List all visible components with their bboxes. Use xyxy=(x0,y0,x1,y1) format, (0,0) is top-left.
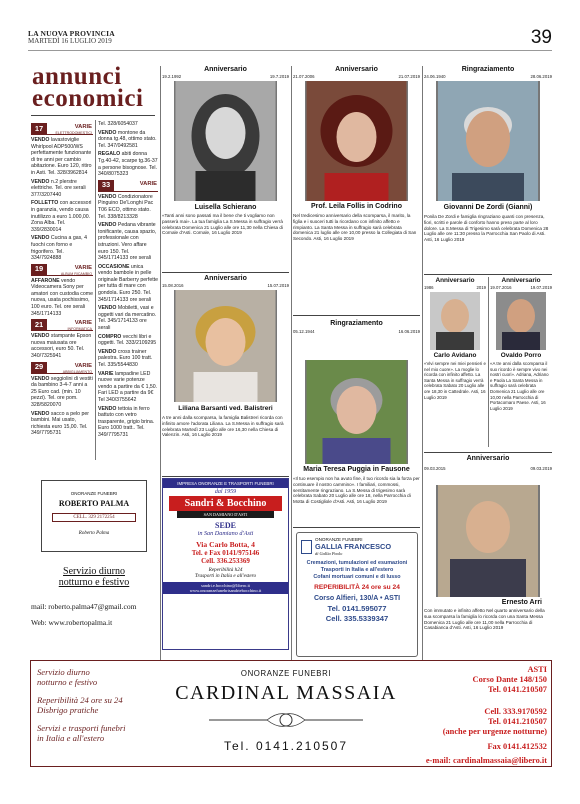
obituary-card xyxy=(293,320,420,525)
classified-ad xyxy=(31,333,93,359)
obituary-card xyxy=(162,275,289,475)
date-birth: 15.08.2016 xyxy=(162,283,184,288)
date-death: 2019 xyxy=(476,285,486,290)
cross-icon xyxy=(301,540,312,554)
gallia-phone: Tel. 0141.595077 xyxy=(327,604,387,613)
deceased-name: Luisella Schierano xyxy=(194,204,257,211)
category-name: VARIE xyxy=(74,320,92,327)
category-sub: ELETTRODOMESTICI xyxy=(55,131,92,135)
category-number: 33 xyxy=(98,180,114,192)
obituary-card xyxy=(162,66,289,269)
ad-text: lampadine LED nuove varie potenze vendo a partire da € 1,50. Fari LED a partire da 9€ Tel 340/3755642 xyxy=(98,370,158,403)
palma-logo xyxy=(41,480,147,552)
classified-ad xyxy=(31,200,93,233)
category-header xyxy=(31,123,93,135)
ad-lead: VENDO xyxy=(31,178,50,185)
date-death: 21.07.2019 xyxy=(398,74,420,79)
palma-service-line: Servizio diurno xyxy=(63,566,125,577)
deceased-name: Liliana Barsanti ved. Balistreri xyxy=(178,405,273,412)
category-sub: ABBIGLIAMENTO xyxy=(62,369,92,374)
obituary-header: Ringraziamento xyxy=(330,320,383,327)
ad-lead: VENDO xyxy=(31,235,50,242)
gallia-header xyxy=(301,537,413,556)
classified-ad xyxy=(31,179,93,199)
divider xyxy=(162,476,289,477)
page-number: 39 xyxy=(530,27,552,48)
obituary-text: Con immutato e infinito affetto Nel quarto anniversario della sua scomparsa la famiglia lo ricorda con una Santa Messa Domenica 21 Luglio alle ore 11,00 nella Parrocchia di Casabianca d'Asti. Asti, 16 Luglio 2019 xyxy=(424,608,545,631)
portrait-photo xyxy=(305,81,408,201)
ad-text: con accessori in garanzia, vendo causa inutilizzo a euro 1.000,00. Zona Alba. Tel. 339/2830014 xyxy=(31,200,92,233)
gallia-service: Cofani mortuari comuni e di lusso xyxy=(313,574,401,580)
portrait-photo xyxy=(436,485,540,597)
sandri-availability: Reperibilità h24 xyxy=(208,567,243,573)
deceased-name: Giovanni De Zordi (Gianni) xyxy=(443,204,533,211)
category-label xyxy=(47,362,93,374)
massaia-services xyxy=(37,667,167,743)
massaia-service-line: notturno e festivo xyxy=(37,677,98,688)
massaia-email[interactable]: e-mail: cardinalmassaia@libero.it xyxy=(425,756,547,765)
ad-text: lavastoviglie Whirlpool ADP500/WS perfettamente funzionante di tre anni per cambio abitazione. Euro 120, ritiro in Asti. Tel. 328/3962814 xyxy=(31,137,92,176)
column-divider xyxy=(488,277,489,447)
category-header xyxy=(31,319,93,331)
ad-text: sacco a pelo per bambini. Mai usato, richiesta euro 15,00. Tel. 349/7795731 xyxy=(31,410,89,437)
massaia-service-line: Servizi e trasporti funebri xyxy=(37,722,126,733)
palma-brand-top: ONORANZE FUNEBRI xyxy=(70,491,118,496)
classifieds-column-1 xyxy=(31,121,93,439)
date-birth: 05.12.1944 xyxy=(293,329,315,334)
palma-phone-badge: CELL. 329 2172254 xyxy=(52,513,136,522)
gallia-cell: Cell. 335.5339347 xyxy=(325,614,389,623)
classified-ad xyxy=(98,264,158,304)
classified-ad xyxy=(98,121,158,128)
gallia-brand: GALLIA FRANCESCO xyxy=(315,542,392,551)
gallia-address: Corso Alfieri, 130/A • ASTI xyxy=(313,595,401,602)
portrait-photo xyxy=(430,292,480,350)
classified-ad xyxy=(31,137,93,177)
ad-lead: COMPRO xyxy=(98,333,122,340)
gallia-service: Trasporti in Italia e all'estero xyxy=(320,567,394,573)
sandri-brand: Sandri & Bocchino xyxy=(169,496,282,511)
sandri-sede: SEDE xyxy=(215,521,236,530)
date-death: 28.06.2019 xyxy=(530,74,552,79)
obituary-card xyxy=(293,66,420,312)
massaia-service-line: Servizio diurno xyxy=(37,667,90,677)
divider xyxy=(293,315,420,316)
palma-brand: ROBERTO PALMA xyxy=(58,499,130,508)
category-label xyxy=(47,264,93,276)
classified-ad xyxy=(98,305,158,331)
ad-gallia-francesco xyxy=(296,532,418,657)
ad-text: unica vendo bambole in pelle originale Barberry perfette per tutta di mare con gondola. Euro 250. Tel. 345/1714133 ore serali xyxy=(98,263,158,303)
ad-text: seggiolini di vestiti da bambino 3-4-7 anni a 25 Euro cad. (min. 10 pezzi). Tel. ore pom. 328/5820070 xyxy=(31,375,93,408)
category-label xyxy=(114,180,158,192)
ad-lead: VENDO xyxy=(98,193,117,200)
sandri-ribbon: SAN DAMIANO D'ASTI xyxy=(177,511,274,518)
publication-name: LA NUOVA PROVINCIA xyxy=(28,29,115,38)
obituary-header: Anniversario xyxy=(204,66,247,73)
obituary-card xyxy=(424,277,486,447)
date-death: 16.06.2019 xyxy=(398,329,420,334)
sandri-contacts xyxy=(163,582,288,594)
ad-lead: VENDO xyxy=(98,305,117,312)
portrait-photo xyxy=(174,81,277,201)
date-death: 09.03.2019 xyxy=(530,466,552,471)
obituary-text: «Tanti anni sono passati ma il bene che ti vogliamo non passerà mai». La tua famiglia La S.Messa in suffragio verrà celebrata Domenica 21 Luglio alle ore 11,30 nella Chiesa di Cornale d'Asti. Cornale, 16 Luglio 2019 xyxy=(162,213,283,236)
obituary-header: Anniversario xyxy=(204,275,247,282)
ad-roberto-palma xyxy=(31,478,157,648)
sandri-website[interactable]: www.onoranzefunebrisandriebocchino.it xyxy=(189,588,262,593)
divider xyxy=(424,274,552,275)
category-sub: ALBUM RICAMBIO xyxy=(60,271,92,276)
massaia-phone: Tel. 0141.210507 xyxy=(223,739,349,753)
date-birth: 21.07.2006 xyxy=(293,74,315,79)
publication-date: MARTEDÌ 16 LUGLIO 2019 xyxy=(28,37,112,45)
obituary-header: Anniversario xyxy=(435,277,475,284)
sandri-location: in San Damiano d'Asti xyxy=(197,530,254,537)
obituary-header: Ringraziamento xyxy=(461,66,515,73)
ad-text: cross trainer palestra. Euro 100 tratt. Tel. 335/5544830 xyxy=(98,348,153,368)
column-divider xyxy=(160,66,161,666)
classified-ad xyxy=(98,349,158,369)
gallia-availability: REPERIBILITÀ 24 ore su 24 xyxy=(314,584,400,591)
sandri-cell: Cell. 336.253369 xyxy=(201,557,250,565)
massaia-cell: Cell. 333.9170592 xyxy=(484,707,547,716)
ad-lead: FOLLETTO xyxy=(31,200,59,207)
classified-ad xyxy=(98,371,158,404)
massaia-fax: Fax 0141.412532 xyxy=(487,742,547,751)
category-number: 21 xyxy=(31,319,47,331)
classified-ad xyxy=(98,151,158,177)
column-divider xyxy=(95,120,96,460)
sandri-top: IMPRESA ONORANZE E TRASPORTI FUNEBRI xyxy=(163,479,288,488)
portrait-photo xyxy=(496,292,546,350)
sandri-address: Via Carlo Botta, 4 xyxy=(196,540,255,549)
ad-lead: VENDO xyxy=(98,129,117,136)
obituary-text: «A tre anni dalla scomparsa il suo ricordo è sempre vivo nei nostri cuori». Adriana, Adriano e Paola La Santa Messa in suffragio sarà celebrata Domenica 21 Luglio alle ore 10,00 nella Parrocchia di Portacomaro Paese. Asti, 16 Luglio 2019 xyxy=(490,361,549,411)
ad-lead: VENDO xyxy=(31,375,50,382)
ad-lead: VENDO xyxy=(31,410,50,417)
ad-text: Pedana vibrante tonificante, causa spazio, professionale con istruzioni. Vero affare euro 150. Tel. 345/1714133 ore serali xyxy=(98,222,157,262)
obituary-header: Anniversario xyxy=(466,455,510,462)
divider xyxy=(424,452,552,453)
category-name: VARIE xyxy=(74,264,92,271)
obituary-card xyxy=(424,455,552,660)
category-number: 19 xyxy=(31,264,47,276)
classified-ad xyxy=(98,222,158,262)
classified-ad xyxy=(98,194,158,220)
obituary-card xyxy=(490,277,552,447)
gallia-service: Cremazioni, tumulazioni ed esumazioni xyxy=(306,560,408,566)
category-label xyxy=(47,319,93,331)
obituary-header: Anniversario xyxy=(335,66,378,73)
date-death: 19.07.2019 xyxy=(530,285,552,290)
obituary-text: Ponila De Zordi e famiglia ringraziano quanti con presenza, fiori, scritti e parole di conforto hanno preso parte al loro dolore. La S.Messa di Trigesimo sarà celebrata Domenica 28 Luglio alle ore 11:30 presso la Parrocchia San Paolo di Asti. Asti, 16 Luglio 2019 xyxy=(424,214,549,243)
ad-lead: VENDO xyxy=(98,405,117,412)
palma-email[interactable]: mail: roberto.palma47@gmail.com xyxy=(31,602,137,611)
category-sub: INFORMATICA xyxy=(67,327,92,332)
massaia-top: ONORANZE FUNEBRI xyxy=(240,669,332,678)
ad-lead: VENDO xyxy=(98,222,117,229)
classified-ad xyxy=(98,406,158,439)
column-divider xyxy=(291,66,292,666)
divider xyxy=(293,527,420,528)
sandri-since: dal 1959 xyxy=(214,489,237,495)
obituary-text: A tre anni dalla scomparsa, la famiglia Balistreri ricorda con infinito amore l'adorata Liliana. La S.Messa in suffragio sarà celebrata Martedì 23 Luglio alle ore 16,30 nella Chiesa di Valenzin. Asti, 16 Luglio 2019 xyxy=(162,415,284,438)
date-birth: 19.07.2016 xyxy=(490,285,512,290)
gallia-top: ONORANZE FUNEBRI xyxy=(315,537,363,542)
ad-lead: VENDO xyxy=(31,333,50,340)
palma-tag: Roberto Palma xyxy=(78,531,110,536)
category-header xyxy=(31,264,93,276)
palma-service-line: notturno e festivo xyxy=(58,577,130,588)
obituary-text: «Vivi sempre nei miei pensieri e nel mio cuore». La moglie lo ricorda con infinito affetto. La Santa Messa in suffragio verrà celebrata Sabato 20 Luglio alle ore 18,30 in Cattedrale. Asti, 16 Luglio 2019 xyxy=(424,361,486,400)
category-name: VARIE xyxy=(74,124,92,130)
ad-lead: VENDO xyxy=(98,348,117,355)
deceased-name: Ernesto Arri xyxy=(501,599,542,606)
category-name: VARIE xyxy=(139,180,157,187)
massaia-contacts xyxy=(403,665,547,766)
ad-lead: VARIE xyxy=(98,370,114,377)
date-birth: 24.06.1940 xyxy=(424,74,446,79)
ad-text: Cucina a gas, 4 fuochi con forno e frigorifero. Tel. 334/7924888 xyxy=(31,235,87,262)
massaia-service-line: Reperibilità 24 ore su 24 xyxy=(37,694,123,705)
obituary-text: «Il tuo esempio non ha avuto fine, il tuo ricordo sia la forza per continuare il nostro cammino». I familiari, commossi, sentitamente ringraziano. La S.Messa di trigesimo sarà celebrata Sabato 20 Luglio alle ore 18, nella Parrocchia di Motta di Costigliole d'Asti. Asti, 16 Luglio 2019 xyxy=(293,476,420,505)
ad-text: stampante Epson nuova maiusata ore accessori, euro 50. Tel. 340/7325941 xyxy=(31,333,92,360)
massaia-city: ASTI xyxy=(527,665,547,674)
date-birth: 1986 xyxy=(424,285,434,290)
ad-text: tettoia in ferro battuto con vetro trasparente, grigio brina. Euro 1000 tratt.. Tel. 349/7795731 xyxy=(98,405,155,438)
ad-text: Mobiletti, vasi e oggetti vari da mercatino. Tel. 345/1714133 ore serali xyxy=(98,305,157,332)
date-death: 19.7.2019 xyxy=(269,74,289,79)
category-label xyxy=(47,123,93,135)
ornament-icon xyxy=(207,711,365,729)
classified-ad xyxy=(98,130,158,150)
classifieds-column-2 xyxy=(98,121,158,441)
portrait-photo xyxy=(436,81,540,201)
palma-website[interactable]: Web: www.robertopalma.it xyxy=(31,618,113,627)
category-number: 29 xyxy=(31,362,47,374)
massaia-tel: Tel. 0141.210507 xyxy=(487,717,547,726)
deceased-name: Maria Teresa Puggia in Fausone xyxy=(303,466,410,473)
massaia-address: Corso Dante 148/150 xyxy=(472,675,547,684)
category-name: VARIE xyxy=(74,362,92,369)
masthead xyxy=(28,29,552,51)
deceased-name: Ovaldo Porro xyxy=(500,352,542,359)
obituary-text: Nel tredicesimo anniversario della scomparsa, il marito, la figlia e i suoceri tutti la ricordano con infinito affetto e rimpianto. La Santa Messa in suffragio sarà celebrata domenica 21 luglio alle ore 10,00 presso la Collegiata di San Secondo. Asti, 16 Luglio 2019 xyxy=(293,213,417,242)
category-header xyxy=(31,362,93,374)
date-birth: 09.03.2015 xyxy=(424,466,446,471)
massaia-service-line: Disbrigo pratiche xyxy=(37,705,99,716)
column-divider xyxy=(422,66,423,666)
ad-text: montone da donna tg.48, ottimo stato. Tel. 347/0492581 xyxy=(98,129,157,149)
classified-ad xyxy=(31,278,93,318)
classified-ad xyxy=(31,376,93,409)
ad-text: vecchi libri e oggetti. Tel. 333/2109295 xyxy=(98,333,157,347)
ad-lead: OCCASIONE xyxy=(98,263,130,270)
classified-ad xyxy=(31,235,93,261)
massaia-brand: CARDINAL MASSAIA xyxy=(175,682,397,704)
title-rule xyxy=(31,115,155,116)
ad-sandri-bocchino xyxy=(162,478,289,650)
deceased-name: Prof. Leila Follis in Codrino xyxy=(310,203,402,210)
massaia-urgent: (anche per urgenze notturne) xyxy=(442,727,547,736)
sandri-email[interactable]: sandri.e.bocchino@libero.it xyxy=(201,583,250,588)
gallia-sub: di Gallia Paolo xyxy=(315,551,343,556)
obituary-header: Anniversario xyxy=(501,277,541,284)
classified-ad xyxy=(98,334,158,347)
sandri-phone: Tel. e Fax 0141/975146 xyxy=(191,549,260,557)
category-header xyxy=(98,180,158,192)
massaia-tel: Tel. 0141.210507 xyxy=(487,685,547,694)
ad-lead: REGALO xyxy=(98,151,121,158)
date-death: 15.07.2019 xyxy=(267,283,289,288)
ad-text: vendo Videocamera Sony per amatori con custodia come nuova, usata pochissimo, 100 euro. Tel. ore serali 345/1714133 xyxy=(31,277,93,317)
ad-lead: AFFARONE xyxy=(31,277,60,284)
ad-text: Condizionatore Pinguino De'Longhi Pac T06 ECO, ottimo stato. Tel. 338/8213328 xyxy=(98,193,154,220)
ad-cardinal-massaia xyxy=(30,660,552,767)
classified-ad xyxy=(31,411,93,437)
ad-lead: VENDO xyxy=(31,137,50,143)
sandri-transport: Trasporti in Italia e all'estero xyxy=(194,573,257,579)
date-birth: 19.2.1992 xyxy=(162,74,182,79)
portrait-photo xyxy=(174,290,277,402)
ad-text: n.2 plerstre elettriche. Tel. ore serali 377/3207440 xyxy=(31,178,86,198)
obituary-card xyxy=(424,66,552,271)
massaia-service-line: in Italia e all'estero xyxy=(37,733,105,744)
deceased-name: Carlo Avidano xyxy=(433,352,477,359)
ad-text: Tel. 328/6054037 xyxy=(98,121,138,127)
divider xyxy=(162,272,289,273)
ad-text: abiti donna Tg.40-42, scarpe tg.36-37 a persone bisognose. Tel. 340/8075323 xyxy=(98,151,158,178)
section-title: annunci economici xyxy=(32,63,144,112)
category-number: 17 xyxy=(31,123,47,135)
portrait-photo xyxy=(305,360,408,464)
